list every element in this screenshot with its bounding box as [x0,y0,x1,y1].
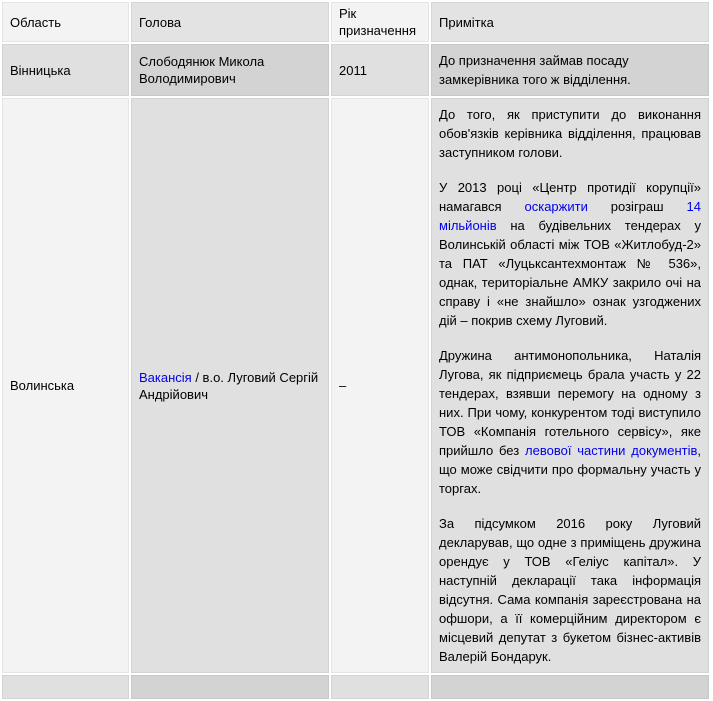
cell-oblast [2,44,129,96]
inline-link[interactable]: Вакансія [139,369,192,385]
cell-rik [331,44,429,96]
cell-rik [331,675,429,699]
text-run: За підсумком 2016 року Луговий декларував, що одне з приміщень дружина орендує у ТОВ «Геліус капітал». У наступній декларації така інформація відсутня. Сама компанія зареєстрована на офшори, а її комерційним директором є місцевий депутат з букетом бізнес-активів Валерій Бондарук. [439,516,701,664]
header-cell-oblast: Область [2,2,129,42]
cell-holova [131,44,329,96]
text-run: Слободянюк Микола Володимирович [139,54,265,86]
text-run: на будівельних тендерах у Волинській області між ТОВ «Житлобуд-2» та ПАТ «Луцьксантехмонтаж № 536», однак, територіальне АМКУ закрило очі на справу і «не знайшло» ознак узгоджених дій – покрив схему Луговий. [439,218,701,328]
note-paragraph [439,51,701,89]
text-run: , що може свідчити про формальну участь у торгах. [439,443,701,496]
cell-oblast [2,675,129,699]
text-run: Дружина антимонопольника, Наталія Лугова, як підприємець брала участь у 22 тендерах, взявши перемогу на одному з них. При чому, конкурентом тоді виступило ТОВ «Компанія готельного сервісу», яке прийшло без [439,348,701,458]
text-run: – [339,378,347,393]
text-run: Волинська [10,378,75,393]
header-cell-holova: Голова [131,2,329,42]
cell-holova [131,98,329,673]
cell-note [431,44,709,96]
header-row [2,2,709,42]
text-run: У 2013 році «Центр протидії корупції» намагався [439,180,701,214]
inline-link[interactable]: 14 мільйонів [439,199,701,233]
note-paragraph [439,105,701,162]
text-run: 2011 [339,62,367,78]
inline-link[interactable]: левової частини документів [525,443,698,458]
note-paragraph [439,178,701,330]
cell-note [431,98,709,673]
note-paragraph [439,346,701,498]
cell-oblast [2,98,129,673]
header-cell-rik: Рік призначення [331,2,429,42]
text-run: Вінницька [10,62,71,78]
text-run: До того, як приступити до виконання обов'язків керівника відділення, працював заступником голови. [439,107,701,160]
inline-link[interactable]: оскаржити [524,199,588,214]
text-run: До призначення займав посаду замкерівника того ж відділення. [439,53,631,87]
header-cell-prymitka: Примітка [431,2,709,42]
note-paragraph [439,514,701,666]
cell-note [431,675,709,699]
cell-rik [331,98,429,673]
text-run: розіграш [587,199,687,214]
text-run: / в.о. Луговий Сергій Андрійович [139,369,319,402]
table-body [2,44,709,699]
row-vinnytska [2,44,709,96]
row-partial-next [2,675,709,699]
cell-holova [131,675,329,699]
row-volynska [2,98,709,673]
